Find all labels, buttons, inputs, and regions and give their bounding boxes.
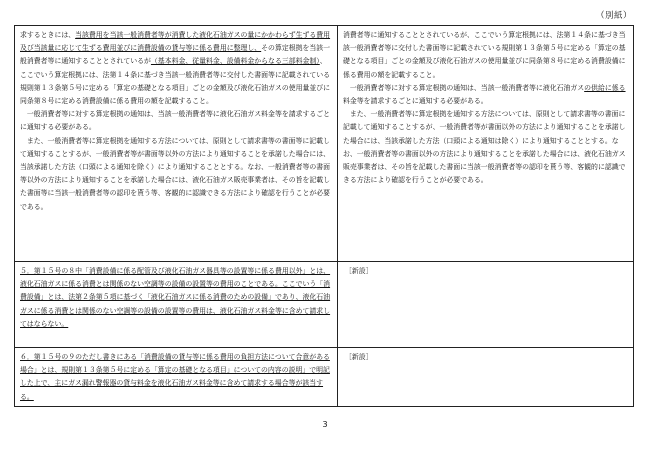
text-run: 、ここでいう算定根拠には、法第１４条に基づき当該一般消費者等に交付した書面等に記載されている規則第１３条第５号に定める「算定の基礎となる項目」ごとの金額及び液化石油ガスの使用量並びに同条第８号に定める消費設備に係る費用の額を記載すること。	[20, 57, 331, 106]
text-run: 一般消費者等に対する算定根拠の通知は、当該一般消費者等に液化石油ガス料金等を請求するごとに通知する必要がある。	[20, 110, 331, 132]
new-provision-label	[345, 351, 373, 364]
text-run: また、一般消費者等に算定根拠を通知する方法については、原則として請求書等の書面に記載して通知することするが、一般消費者等が書面以外の方法により通知することを承諾した場合には、当該承諾した方法（口頭による通知は除く）により通知することとする。なお、一般消費者等の書面以外の方法により通知することを承諾した場合には、液化石油ガス販売事業者は、その旨を記載した書面に当該一般消費者等の認印を貰う等、客観的に認識できる方法により確認を行うことが必要である。	[343, 110, 626, 185]
text-run: 求するときには、	[20, 31, 76, 39]
paragraph	[20, 108, 333, 134]
text-run: 料金等を請求するごとに通知する必要がある。	[343, 97, 488, 106]
text-run: の供給に係る	[584, 83, 626, 92]
right-cell-row1	[338, 26, 634, 262]
text-run: その算定根拠を当該一般消費者等に通知することとされているが	[20, 44, 331, 66]
comparison-table	[14, 25, 634, 407]
left-cell-row3	[15, 348, 338, 407]
text-run: また、一般消費者等に算定根拠を通知する方法については、原則として請求書等の書面等に記載して通知することするが、一般消費者等が書面等以外の方法により通知することを承諾した場合には、当該承諾した方法（口頭による通知を除く）により通知することとする。なお、一般消費者等の書面等以外の方法により通知することを承諾した場合には、液化石油ガス販売事業者は、その旨を記載した書面等に当該一般消費者等の認印を貰う等、客観的に認識できる方法により確認を行うことが必要である。	[20, 136, 331, 211]
table-row	[15, 348, 634, 407]
paragraph	[20, 29, 333, 108]
text-run: 一般消費者等に対する算定根拠の通知は、当該一般消費者等に液化石油ガス	[343, 83, 585, 92]
paragraph	[20, 351, 333, 404]
text-run: ［新設］	[345, 353, 373, 361]
table-row	[15, 262, 634, 348]
left-cell-row1	[15, 26, 338, 262]
text-run: （基本料金、従量料金、設備料金からなる三部料金制）	[150, 57, 320, 66]
paragraph	[20, 135, 333, 214]
right-cell-row3	[338, 348, 634, 407]
paragraph	[343, 108, 629, 187]
right-cell-row2	[338, 262, 634, 348]
paragraph	[343, 82, 629, 108]
text-run: ６．第１５号の９のただし書きにある「消費設備の貸与等に係る費用の負担方法について合意がある場合」とは、規則第１３条第５号に定める「算定の基礎となる項目」についての内容の説明」で明記した上で、主にガス漏れ警報器の貸与料金を液化石油ガス料金等に含めて請求する場合等が該当する。	[20, 353, 330, 401]
text-run: ［新設］	[345, 267, 373, 275]
text-run: 消費者等に通知することとされているが、ここでいう算定根拠には、法第１４条に基づき当該一般消費者等に交付した書面等に記載されている規則第１３条第５号に定める「算定の基礎となる項目」ごとの金額及び液化石油ガスの使用量並びに同条第８号に定める消費設備に係る費用の額を記載すること。	[343, 31, 626, 79]
table-row	[15, 26, 634, 262]
page-number: 3	[322, 420, 328, 429]
left-cell-row2	[15, 262, 338, 348]
new-provision-label	[345, 265, 373, 278]
paragraph	[343, 29, 629, 82]
text-run: 当該費用を当該一般消費者等が消費した液化石油ガスの量にかかわらず生ずる費用及び当該量に応じて生ずる費用並びに消費設備の貸与等に係る費用に整理し、	[20, 31, 331, 53]
paragraph	[20, 265, 333, 331]
annex-label: （別紙）	[595, 11, 632, 21]
text-run: ５．第１５号の８中「消費設備に係る配管及び液化石油ガス器具等の設置等に係る費用以外」とは、液化石油ガスに係る消費とは関係のない空調等の設備の設置等の費用のことである。ここでいう「消費設備」とは、法第２条第５項に基づく「液化石油ガスに係る消費のための設備」であり、液化石油ガスに係る消費とは関係のない空調等の設備の設置等の費用は、液化石油ガス料金等に含めて請求してはならない。	[20, 267, 331, 328]
